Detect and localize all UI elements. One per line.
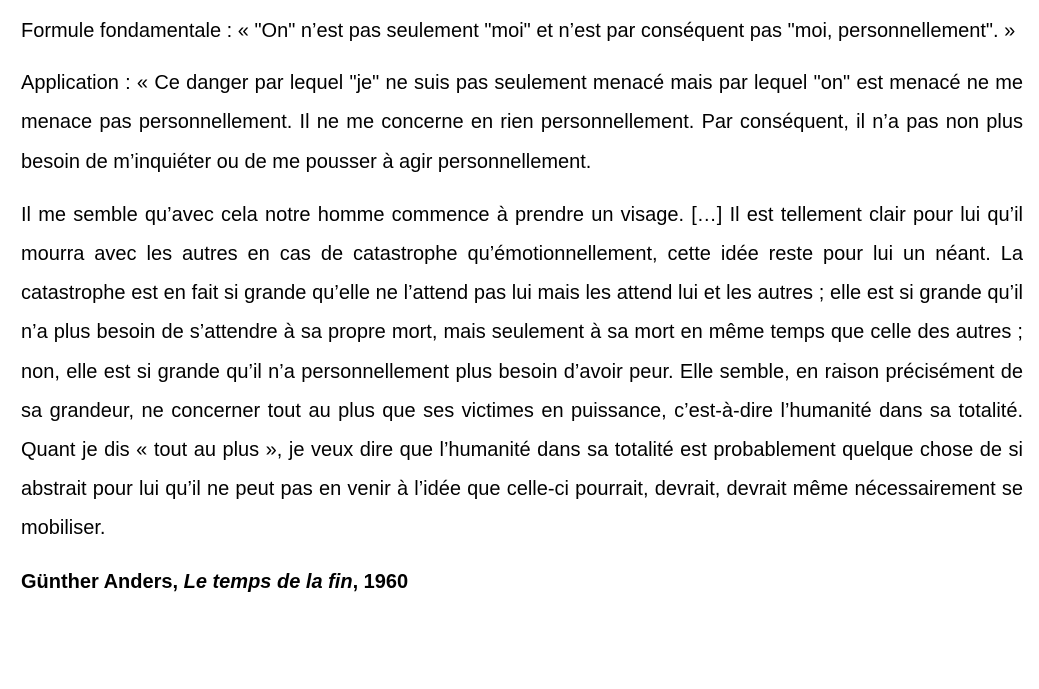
paragraph-commentary: Il me semble qu’avec cela notre homme commence à prendre un visage. […] Il est tellement clair pour lui qu’il mourra avec les autres en cas de catastrophe qu’émotionnellement, cette idée reste pour lui un néant. La catastrophe est en fait si grande qu’elle ne l’attend pas lui mais les attend lui et les autres ; elle est si grande qu’il n’a plus besoin de s’attendre à sa propre mort, mais seulement à sa mort en même temps que celle des autres ; non, elle est si grande qu’il n’a personnellement plus besoin d’avoir peur. Elle semble, en raison précisément de sa grandeur, ne concerner tout au plus que ses victimes en puissance, c’est-à-dire l’humanité dans sa totalité. Quant je dis « tout au plus », je veux dire que l’humanité dans sa totalité est probablement quelque chose de si abstrait pour lui qu’il ne peut pas en venir à l’idée que celle-ci pourrait, devrait, devrait même nécessairement se mobiliser. <box>21 203 1023 540</box>
attribution-year: , 1960 <box>352 570 409 593</box>
attribution-author: Günther Anders, <box>21 570 179 593</box>
paragraph-application: Application : « Ce danger par lequel "je" ne suis pas seulement menacé mais par lequel "on" est menacé ne me menace pas personnellement. Il ne me concerne en rien personnellement. Par conséquent, il n’a pas non plus besoin de m’inquiéter ou de me pousser à agir personnellement. <box>21 72 1023 173</box>
attribution-work-title: Le temps de la fin <box>183 570 353 593</box>
paragraph-formule: Formule fondamentale : « "On" n’est pas seulement "moi" et n’est par conséquent pas "moi, personnellement". » <box>21 20 1016 42</box>
attribution <box>21 563 1023 602</box>
